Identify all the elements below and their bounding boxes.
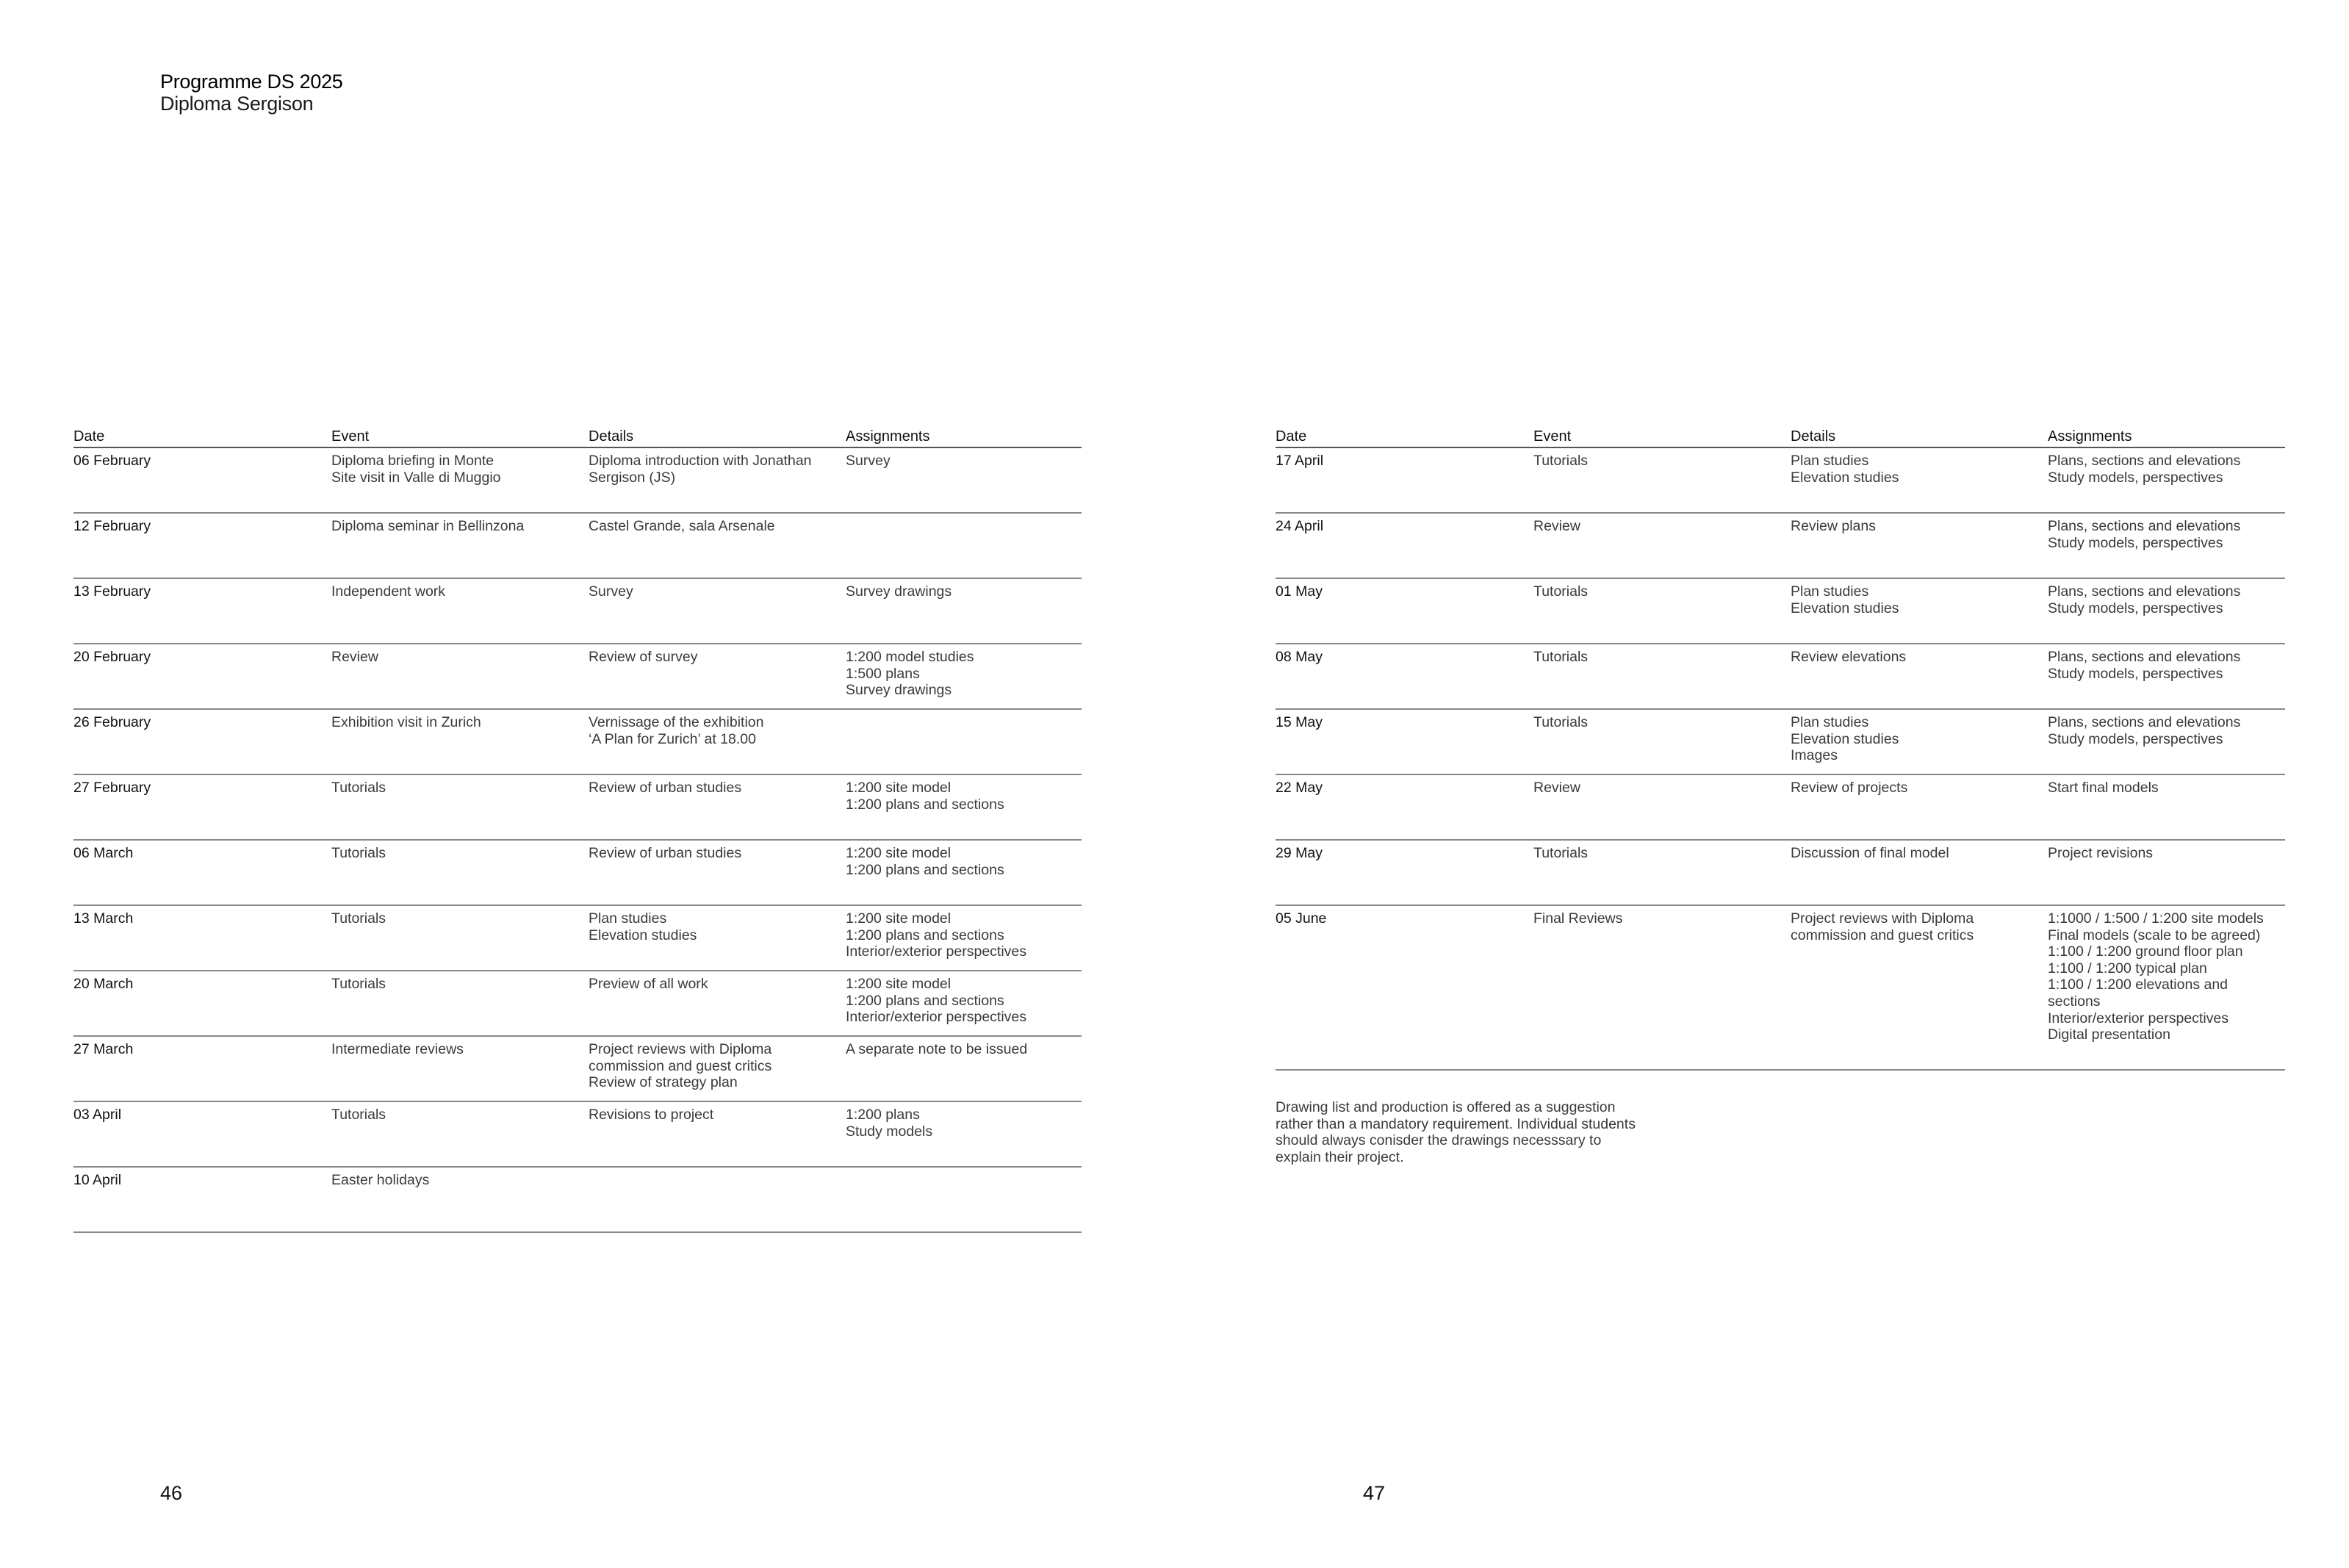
event-cell: Easter holidays [331,1172,430,1188]
event-cell: Diploma briefing in Monte Site visit in Valle di Muggio [331,453,501,486]
date-cell: 12 February [73,518,151,534]
date-cell: 15 May [1276,714,1323,730]
assignments-cell: Plans, sections and elevations Study models, perspectives [2048,714,2241,747]
date-cell: 06 February [73,453,151,469]
column-header-date: Date [73,428,105,445]
table-row [1276,841,2285,906]
assignments-cell: 1:200 site model 1:200 plans and sections Interior/exterior perspectives [846,976,1027,1026]
assignments-cell: A separate note to be issued [846,1041,1028,1057]
assignments-cell: Plans, sections and elevations Study models, perspectives [2048,453,2241,486]
table-row [73,841,1082,906]
details-cell: Review of survey [589,649,698,665]
table-row [1276,710,2285,775]
footnote: Drawing list and production is offered as a suggestion rather than a mandatory requirement. Individual students should always conisder the drawings necesssary to explain their project. [1276,1099,1636,1165]
details-cell: Review elevations [1791,649,1907,665]
event-cell: Final Reviews [1533,910,1623,927]
assignments-cell [846,714,1082,774]
date-cell: 13 February [73,583,151,600]
details-cell: Review of urban studies [589,845,742,861]
date-cell: 08 May [1276,649,1323,665]
assignments-cell: Plans, sections and elevations Study models, perspectives [2048,649,2241,682]
column-header-event: Event [331,428,370,445]
date-cell: 24 April [1276,518,1324,534]
event-cell: Tutorials [1533,845,1589,861]
column-header-details: Details [1791,428,1836,445]
event-cell: Tutorials [331,976,386,992]
date-cell: 20 March [73,976,134,992]
table-row [73,644,1082,710]
table-body [73,448,1082,1233]
date-cell: 05 June [1276,910,1327,927]
schedule-table-left [73,426,1082,1233]
assignments-cell: 1:200 site model 1:200 plans and sections [846,780,1004,813]
assignments-cell: 1:1000 / 1:500 / 1:200 site models Final models (scale to be agreed) 1:100 / 1:200 ground floor plan 1:100 / 1:200 typical plan 1:100 / 1:200 elevations and sections Interior/exterior perspectives Digital presentation [2048,910,2264,1043]
assignments-cell: Project revisions [2048,845,2154,861]
details-cell [589,1172,846,1231]
event-cell: Tutorials [331,910,386,927]
details-cell: Survey [589,583,633,600]
column-header-event: Event [1533,428,1572,445]
table-header [73,426,1082,448]
page-number-left: 46 [160,1482,183,1504]
table-row [73,1102,1082,1168]
assignments-cell: 1:200 site model 1:200 plans and sections [846,845,1004,878]
title-block [160,71,343,115]
assignments-cell: Survey drawings [846,583,952,600]
page-number-right: 47 [1363,1482,1386,1504]
date-cell: 06 March [73,845,134,861]
date-cell: 26 February [73,714,151,730]
event-cell: Review [1533,780,1580,796]
assignments-cell: Plans, sections and elevations Study models, perspectives [2048,583,2241,616]
date-cell: 27 February [73,780,151,796]
event-cell: Tutorials [1533,453,1589,469]
page-subtitle: Diploma Sergison [160,93,314,115]
table-row [1276,579,2285,644]
table-row [1276,906,2285,1071]
assignments-cell: Start final models [2048,780,2159,796]
assignments-cell: Plans, sections and elevations Study models, perspectives [2048,518,2241,551]
date-cell: 13 March [73,910,134,927]
table-row [1276,514,2285,579]
event-cell: Tutorials [331,845,386,861]
table-row [1276,644,2285,710]
event-cell: Tutorials [331,780,386,796]
table-row [73,514,1082,579]
page-title: Programme DS 2025 [160,71,343,93]
table-row [73,579,1082,644]
event-cell: Tutorials [1533,649,1589,665]
event-cell: Tutorials [1533,583,1589,600]
event-cell: Review [331,649,378,665]
table-row [73,448,1082,514]
details-cell: Revisions to project [589,1107,714,1123]
event-cell: Tutorials [1533,714,1589,730]
table-row [1276,775,2285,841]
details-cell: Plan studies Elevation studies [1791,583,1899,616]
date-cell: 17 April [1276,453,1324,469]
event-cell: Intermediate reviews [331,1041,464,1057]
table-row [73,1037,1082,1102]
date-cell: 29 May [1276,845,1323,861]
event-cell: Diploma seminar in Bellinzona [331,518,525,534]
date-cell: 27 March [73,1041,134,1057]
event-cell: Tutorials [331,1107,386,1123]
assignments-cell [846,1172,1082,1231]
table-row [73,710,1082,775]
details-cell: Preview of all work [589,976,708,992]
table-body [1276,448,2285,1071]
details-cell: Project reviews with Diploma commission and guest critics Review of strategy plan [589,1041,772,1091]
schedule-table-right [1276,426,2285,1071]
table-row [73,906,1082,971]
details-cell: Diploma introduction with Jonathan Sergison (JS) [589,453,812,486]
details-cell: Vernissage of the exhibition ‘A Plan for Zurich’ at 18.00 [589,714,764,747]
table-row [73,1168,1082,1233]
date-cell: 01 May [1276,583,1323,600]
assignments-cell: 1:200 plans Study models [846,1107,933,1140]
table-row [1276,448,2285,514]
assignments-cell [846,518,1082,578]
assignments-cell: Survey [846,453,891,469]
details-cell: Plan studies Elevation studies [1791,453,1899,486]
column-header-assignments: Assignments [846,428,930,445]
details-cell: Discussion of final model [1791,845,1949,861]
column-header-date: Date [1276,428,1307,445]
column-header-details: Details [589,428,634,445]
table-row [73,971,1082,1037]
date-cell: 10 April [73,1172,122,1188]
column-header-assignments: Assignments [2048,428,2132,445]
details-cell: Review of projects [1791,780,1908,796]
event-cell: Independent work [331,583,446,600]
details-cell: Plan studies Elevation studies [589,910,697,943]
event-cell: Review [1533,518,1580,534]
date-cell: 03 April [73,1107,122,1123]
details-cell: Plan studies Elevation studies Images [1791,714,1899,764]
table-row [73,775,1082,841]
table-header [1276,426,2285,448]
date-cell: 20 February [73,649,151,665]
assignments-cell: 1:200 site model 1:200 plans and sections Interior/exterior perspectives [846,910,1027,960]
details-cell: Review of urban studies [589,780,742,796]
details-cell: Project reviews with Diploma commission and guest critics [1791,910,1974,943]
date-cell: 22 May [1276,780,1323,796]
details-cell: Review plans [1791,518,1876,534]
assignments-cell: 1:200 model studies 1:500 plans Survey drawings [846,649,974,699]
details-cell: Castel Grande, sala Arsenale [589,518,775,534]
event-cell: Exhibition visit in Zurich [331,714,481,730]
